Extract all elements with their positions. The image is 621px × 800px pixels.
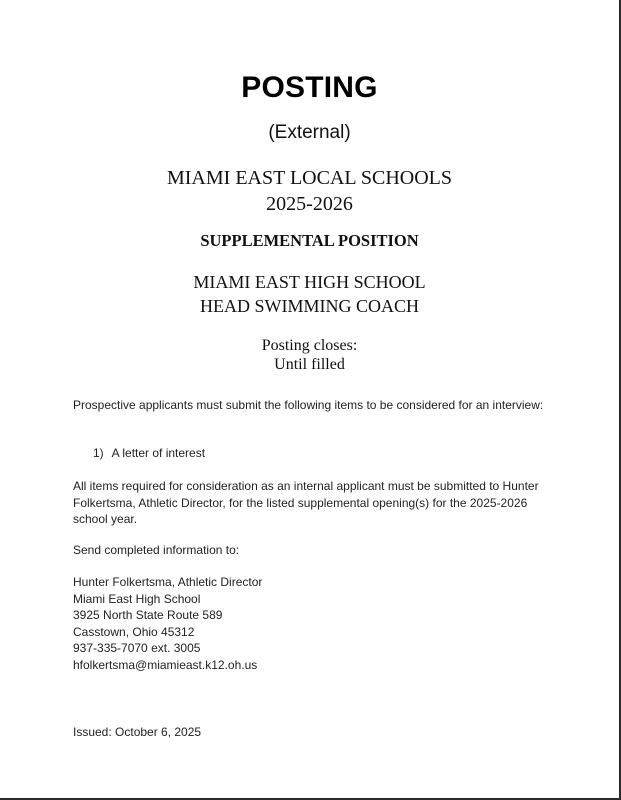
- intro-paragraph: Prospective applicants must submit the following items to be considered for an interview:: [73, 398, 544, 412]
- contact-address: [73, 574, 553, 673]
- contact-name: Hunter Folkertsma, Athletic Director: [73, 575, 263, 589]
- list-item: [93, 445, 573, 462]
- contact-email: hfolkertsma@miamieast.k12.oh.us: [73, 657, 258, 672]
- contact-street: 3925 North State Route 589: [73, 608, 223, 622]
- school-year: 2025-2026: [266, 193, 353, 215]
- position-type-heading: SUPPLEMENTAL POSITION: [200, 231, 419, 250]
- position-name: HEAD SWIMMING COACH: [200, 296, 419, 316]
- list-item-text: A letter of interest: [111, 446, 206, 460]
- page-title: POSTING: [241, 71, 378, 104]
- list-item-number: 1): [93, 446, 104, 460]
- closes-label: Posting closes:: [261, 337, 358, 354]
- posting-type: (External): [268, 122, 351, 143]
- send-to-label: Send completed information to:: [73, 543, 240, 557]
- contact-phone: 937-335-7070 ext. 3005: [73, 641, 201, 655]
- contact-school: Miami East High School: [73, 591, 201, 606]
- issued-date: Issued: October 6, 2025: [73, 725, 202, 739]
- position-header: [0, 270, 619, 318]
- submission-paragraph: All items required for consideration as an internal applicant must be submitted to Hunter Folkertsma, Athletic Director, for the listed supplemental opening(s) for the 2025-2026 school year.: [73, 479, 539, 526]
- posting-closes: [0, 336, 619, 374]
- closes-value: Until filled: [274, 356, 345, 373]
- requirements-list: [93, 445, 573, 462]
- district-header: [0, 165, 619, 217]
- district-name: MIAMI EAST LOCAL SCHOOLS: [166, 167, 453, 189]
- school-name: MIAMI EAST HIGH SCHOOL: [193, 272, 426, 292]
- contact-city: Casstown, Ohio 45312: [73, 624, 195, 639]
